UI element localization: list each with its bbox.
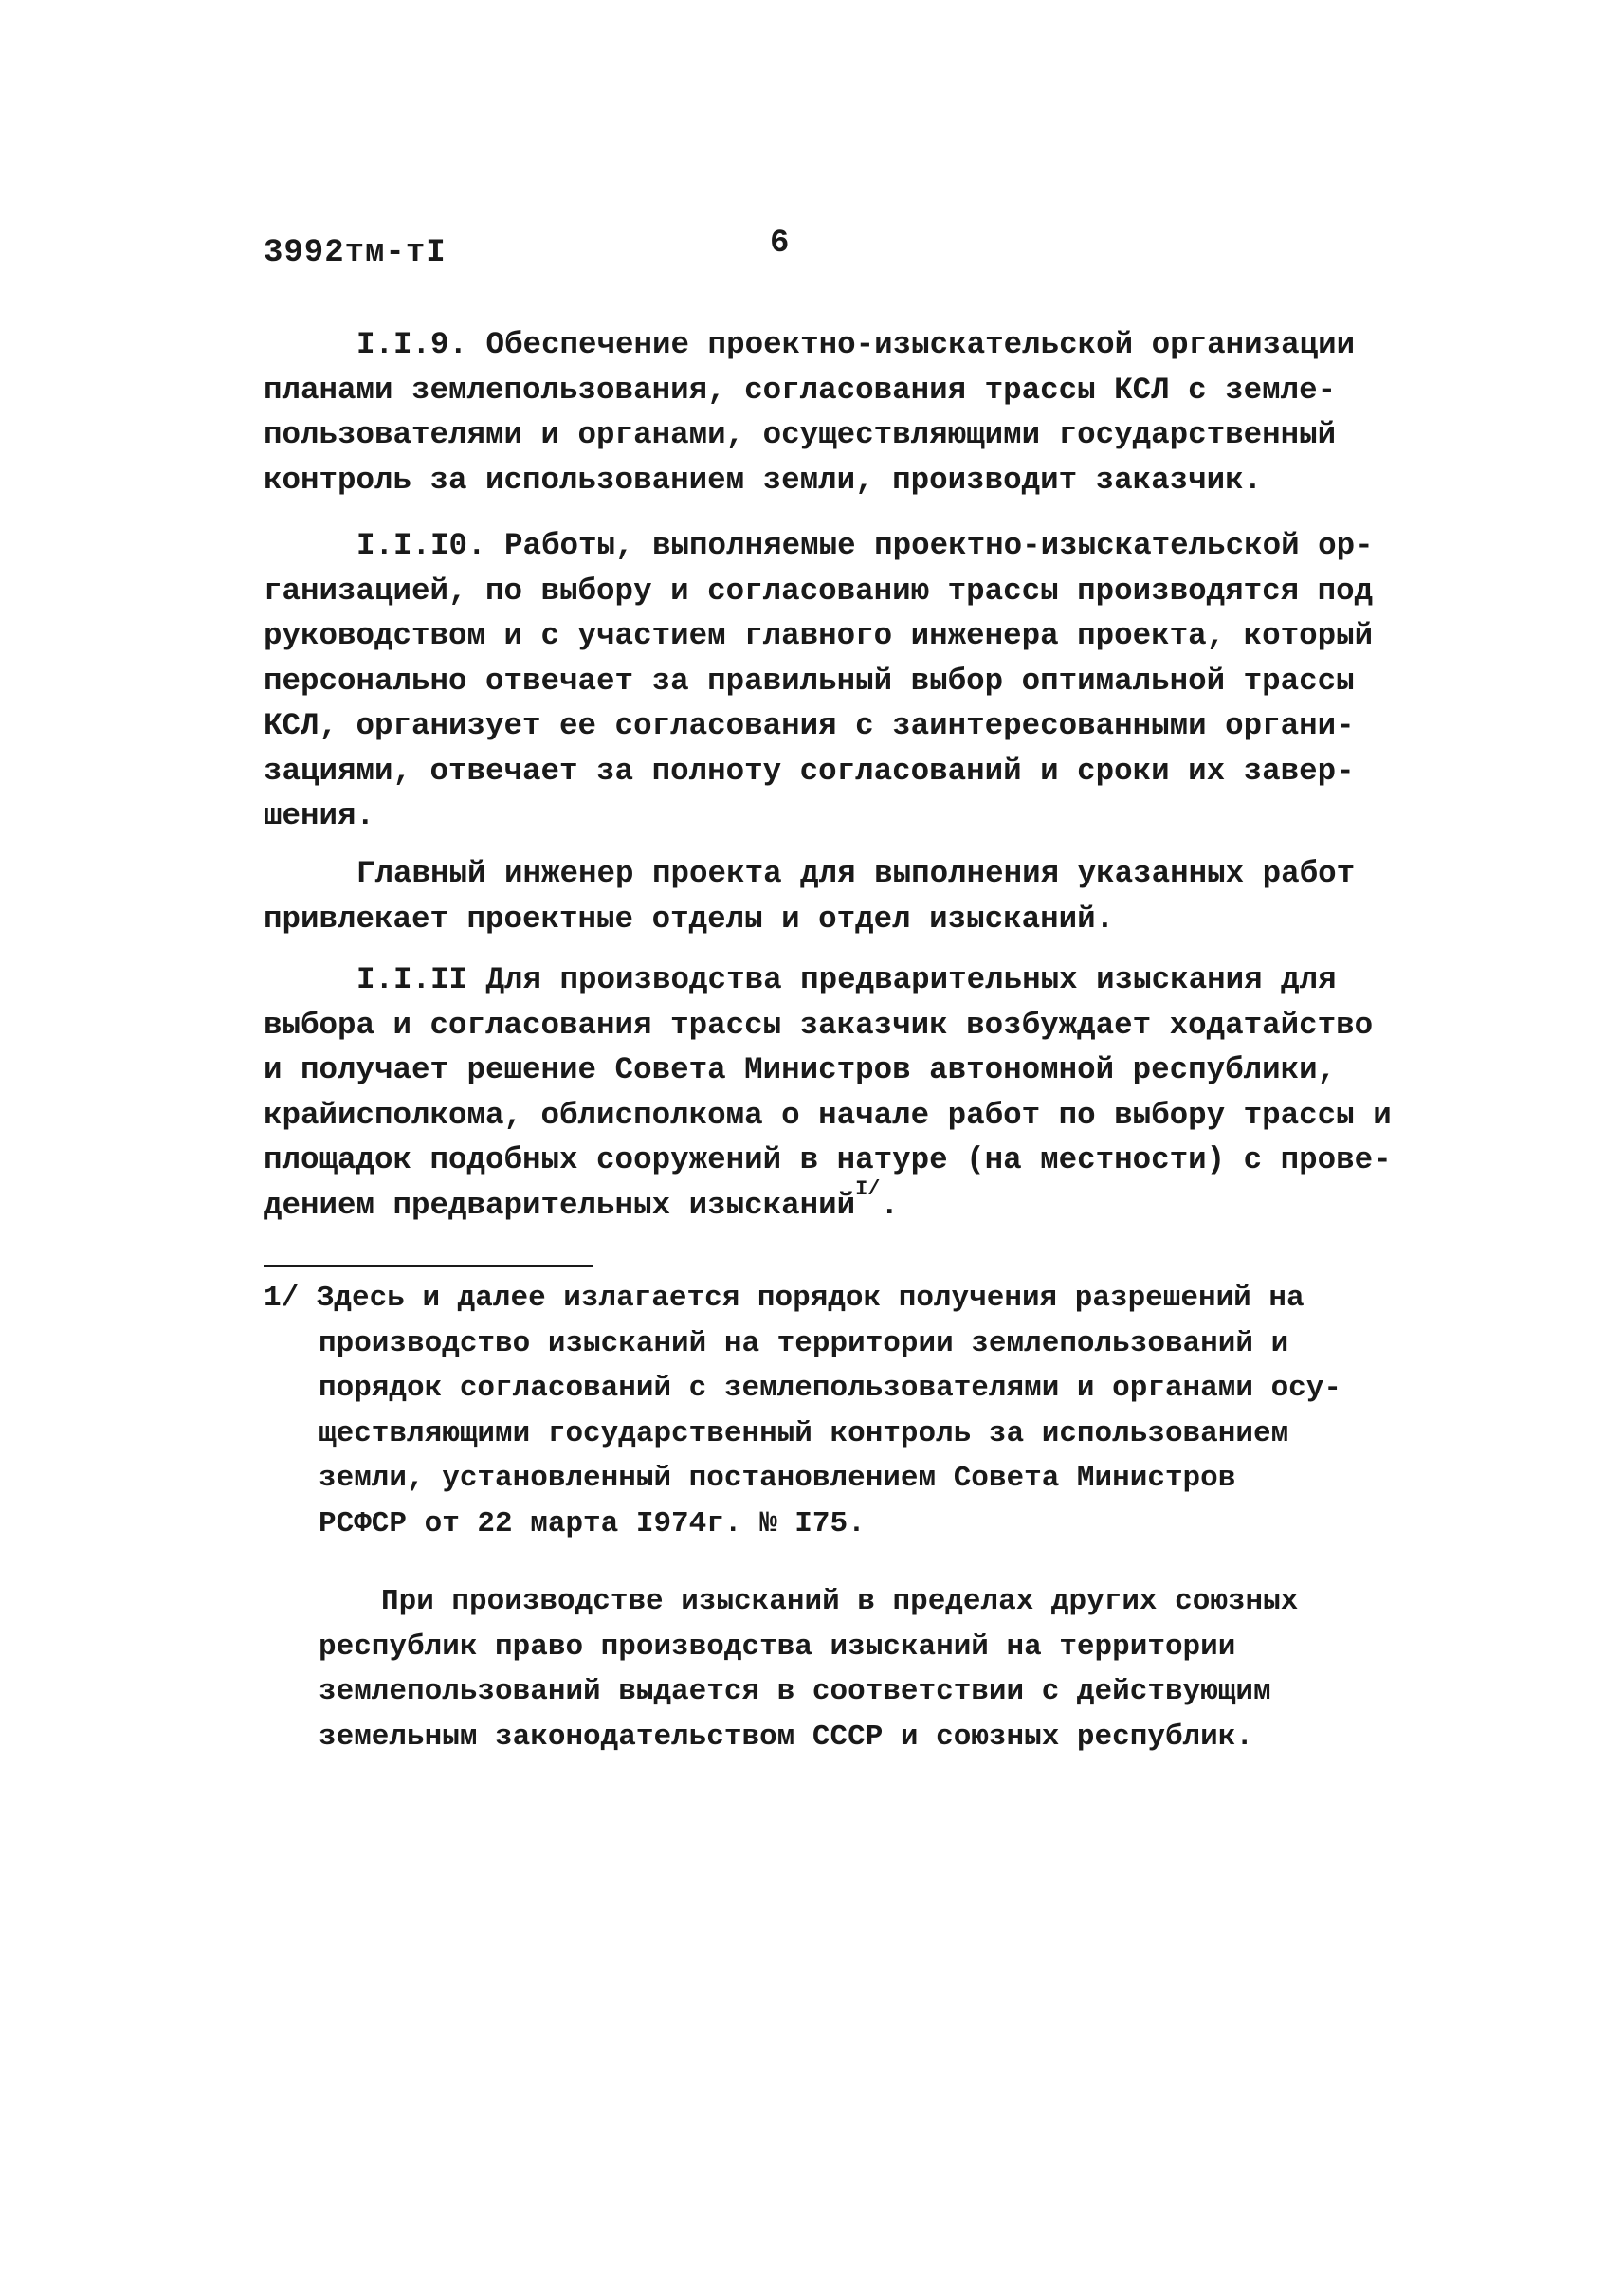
text-line-with-footnote-ref <box>264 1176 1401 1231</box>
paragraph-1-1-9 <box>264 322 1401 502</box>
footnote-line: ществляющими государственный контроль за использованием <box>319 1416 1289 1450</box>
text-line: привлекает проектные отделы и отдел изысканий. <box>264 901 1115 937</box>
footnote-line: При производстве изысканий в пределах других союзных <box>381 1585 1299 1618</box>
footnote-line: порядок согласований с землепользователями и органами осу- <box>319 1372 1341 1405</box>
footnote-paragraph-2 <box>264 1579 1420 1759</box>
text-line: выбора и согласования трассы заказчик возбуждает ходатайство <box>264 1007 1374 1043</box>
text-line: площадок подобных сооружений в натуре (на местности) с прове- <box>264 1142 1392 1177</box>
text-segment: . <box>880 1187 900 1223</box>
footnote-line: производство изысканий на территории землепользований и <box>319 1326 1289 1360</box>
footnote-line: земельным законодательством СССР и союзных республик. <box>319 1720 1253 1754</box>
footnote-line: землепользований выдается в соответствии с действующим <box>319 1675 1271 1708</box>
text-segment: Здесь и далее излагается порядок получения разрешений на <box>316 1282 1305 1315</box>
footnote-line: земли, установленный постановлением Совета Министров <box>319 1462 1236 1495</box>
footnote-divider <box>264 1265 593 1267</box>
footnote-line: РСФСР от 22 марта I974г. № I75. <box>319 1506 866 1540</box>
paragraph-chief-engineer <box>264 851 1401 941</box>
text-line: и получает решение Совета Министров автономной республики, <box>264 1052 1337 1087</box>
text-line: Главный инженер проекта для выполнения указанных работ <box>356 856 1356 891</box>
footnote-line: республик право производства изысканий на территории <box>319 1630 1236 1664</box>
text-line: крайисполкома, облисполкома о начале работ по выбору трассы и <box>264 1097 1392 1133</box>
text-line: пользователями и органами, осуществляющими государственный <box>264 417 1337 452</box>
footnote-marker: 1/ <box>264 1282 300 1315</box>
text-line: руководством и с участием главного инженера проекта, который <box>264 618 1374 653</box>
paragraph-1-1-10 <box>264 523 1401 839</box>
footnote <box>264 1276 1420 1546</box>
text-line: зациями, отвечает за полноту согласований и сроки их завер- <box>264 753 1355 789</box>
footnote-first-line <box>264 1276 1420 1321</box>
text-line: I.I.I0. Работы, выполняемые проектно-изыскательской ор- <box>356 528 1374 563</box>
text-line: I.I.9. Обеспечение проектно-изыскательской организации <box>356 327 1356 362</box>
text-line: планами землепользования, согласования трассы КСЛ с земле- <box>264 372 1337 408</box>
text-line: контроль за использованием земли, производит заказчик. <box>264 462 1263 498</box>
footnote-reference: I/ <box>855 1176 881 1201</box>
text-line: I.I.II Для производства предварительных изыскания для <box>356 962 1337 997</box>
page-number: 6 <box>770 226 790 262</box>
paragraph-1-1-11 <box>264 957 1401 1230</box>
text-line: шения. <box>264 798 375 833</box>
text-line: персонально отвечает за правильный выбор оптимальной трассы <box>264 663 1355 699</box>
text-line: КСЛ, организует ее согласования с заинтересованными органи- <box>264 708 1355 743</box>
text-segment: дением предварительных изысканий <box>264 1187 856 1223</box>
document-code: 3992тм-тI <box>264 235 447 271</box>
text-line: ганизацией, по выбору и согласованию трассы производятся под <box>264 573 1374 609</box>
